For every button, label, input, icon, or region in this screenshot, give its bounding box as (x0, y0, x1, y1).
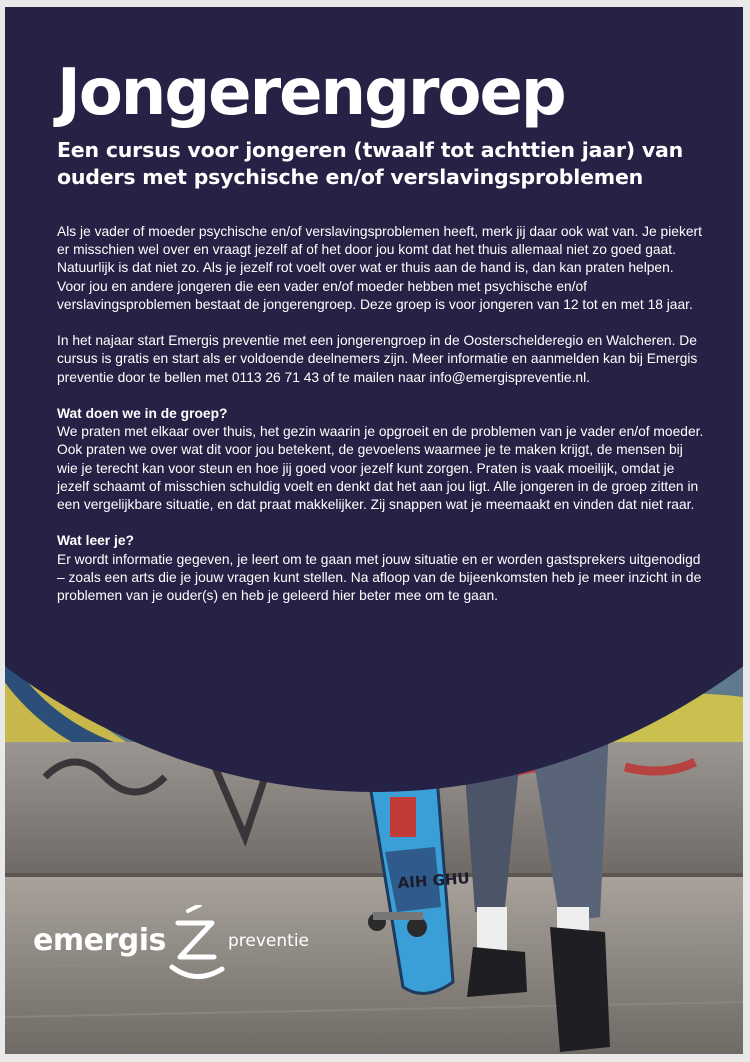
logo-subword: preventie (228, 931, 310, 951)
flyer-body (57, 223, 705, 623)
skateboard-graphic-text: AIH GHU (397, 869, 471, 893)
flyer-page (5, 7, 743, 1054)
signup-paragraph: In het najaar start Emergis preventie met een jongerengroep in de Oosterschelderegio en Walcheren. De cursus is gratis en start als er voldoende deelnemers zijn. Meer informatie en aanmelden kan bij Emergis preventie door te bellen met 0113 26 71 43 of te mailen naar info@emergispreventie.nl. (57, 333, 698, 385)
section-heading: Wat leer je? (57, 533, 134, 549)
logo-wordmark: emergis (33, 923, 166, 958)
section-text: We praten met elkaar over thuis, het gezin waarin je opgroeit en de problemen van je vader en/of moeder. Ook praten we over wat dit voor jou betekent, de gevoelens waarmee je te maken krijgt, de mensen bij wie je terecht kan voor steun en hoe jij goed voor jezelf kunt zorgen. Praten is vaak moeilijk, omdat je jezelf schaamt of misschien schuldig voelt en denkt dat het aan jou ligt. Alle jongeren in de groep zitten in een vergelijkbare situatie, en dat praat makkelijker. Zij snappen wat je meemaakt en vinden dat niet raar. (57, 424, 704, 513)
section-what-you-learn (57, 532, 705, 605)
emergis-logo (33, 905, 353, 985)
section-heading: Wat doen we in de groep? (57, 406, 228, 421)
intro-paragraph: Als je vader of moeder psychische en/of verslavingsproblemen heeft, merk jij daar ook wat van. Je piekert er misschien wel over en vraagt jezelf af of het door jou komt dat het thuis allemaal niet zo goed gaat. Natuurlijk is dat niet zo. Als je jezelf rot voelt over wat er thuis aan de hand is, dan kan praten helpen. Voor jou en andere jongeren die een vader en/of moeder hebben met psychische en/of verslavingsproblemen bestaat de jongerengroep. Deze groep is voor jongeren van 12 tot en met 18 jaar. (57, 224, 702, 312)
section-what-we-do (57, 405, 705, 514)
flyer-subtitle: Een cursus voor jongeren (twaalf tot achttien jaar) van ouders met psychische en/of verslavingsproblemen (57, 138, 684, 189)
section-text: Er wordt informatie gegeven, je leert om te gaan met jouw situatie en er worden gastsprekers uitgenodigd – zoals een arts die je jouw vragen kunt stellen. Na afloop van de bijeenkomsten heb je meer inzicht in de problemen van je ouder(s) en heb je geleerd hier beter mee om te gaan. (57, 551, 702, 604)
emergis-z-logo-icon (166, 905, 228, 985)
flyer-title: Jongerengroep (57, 56, 565, 130)
